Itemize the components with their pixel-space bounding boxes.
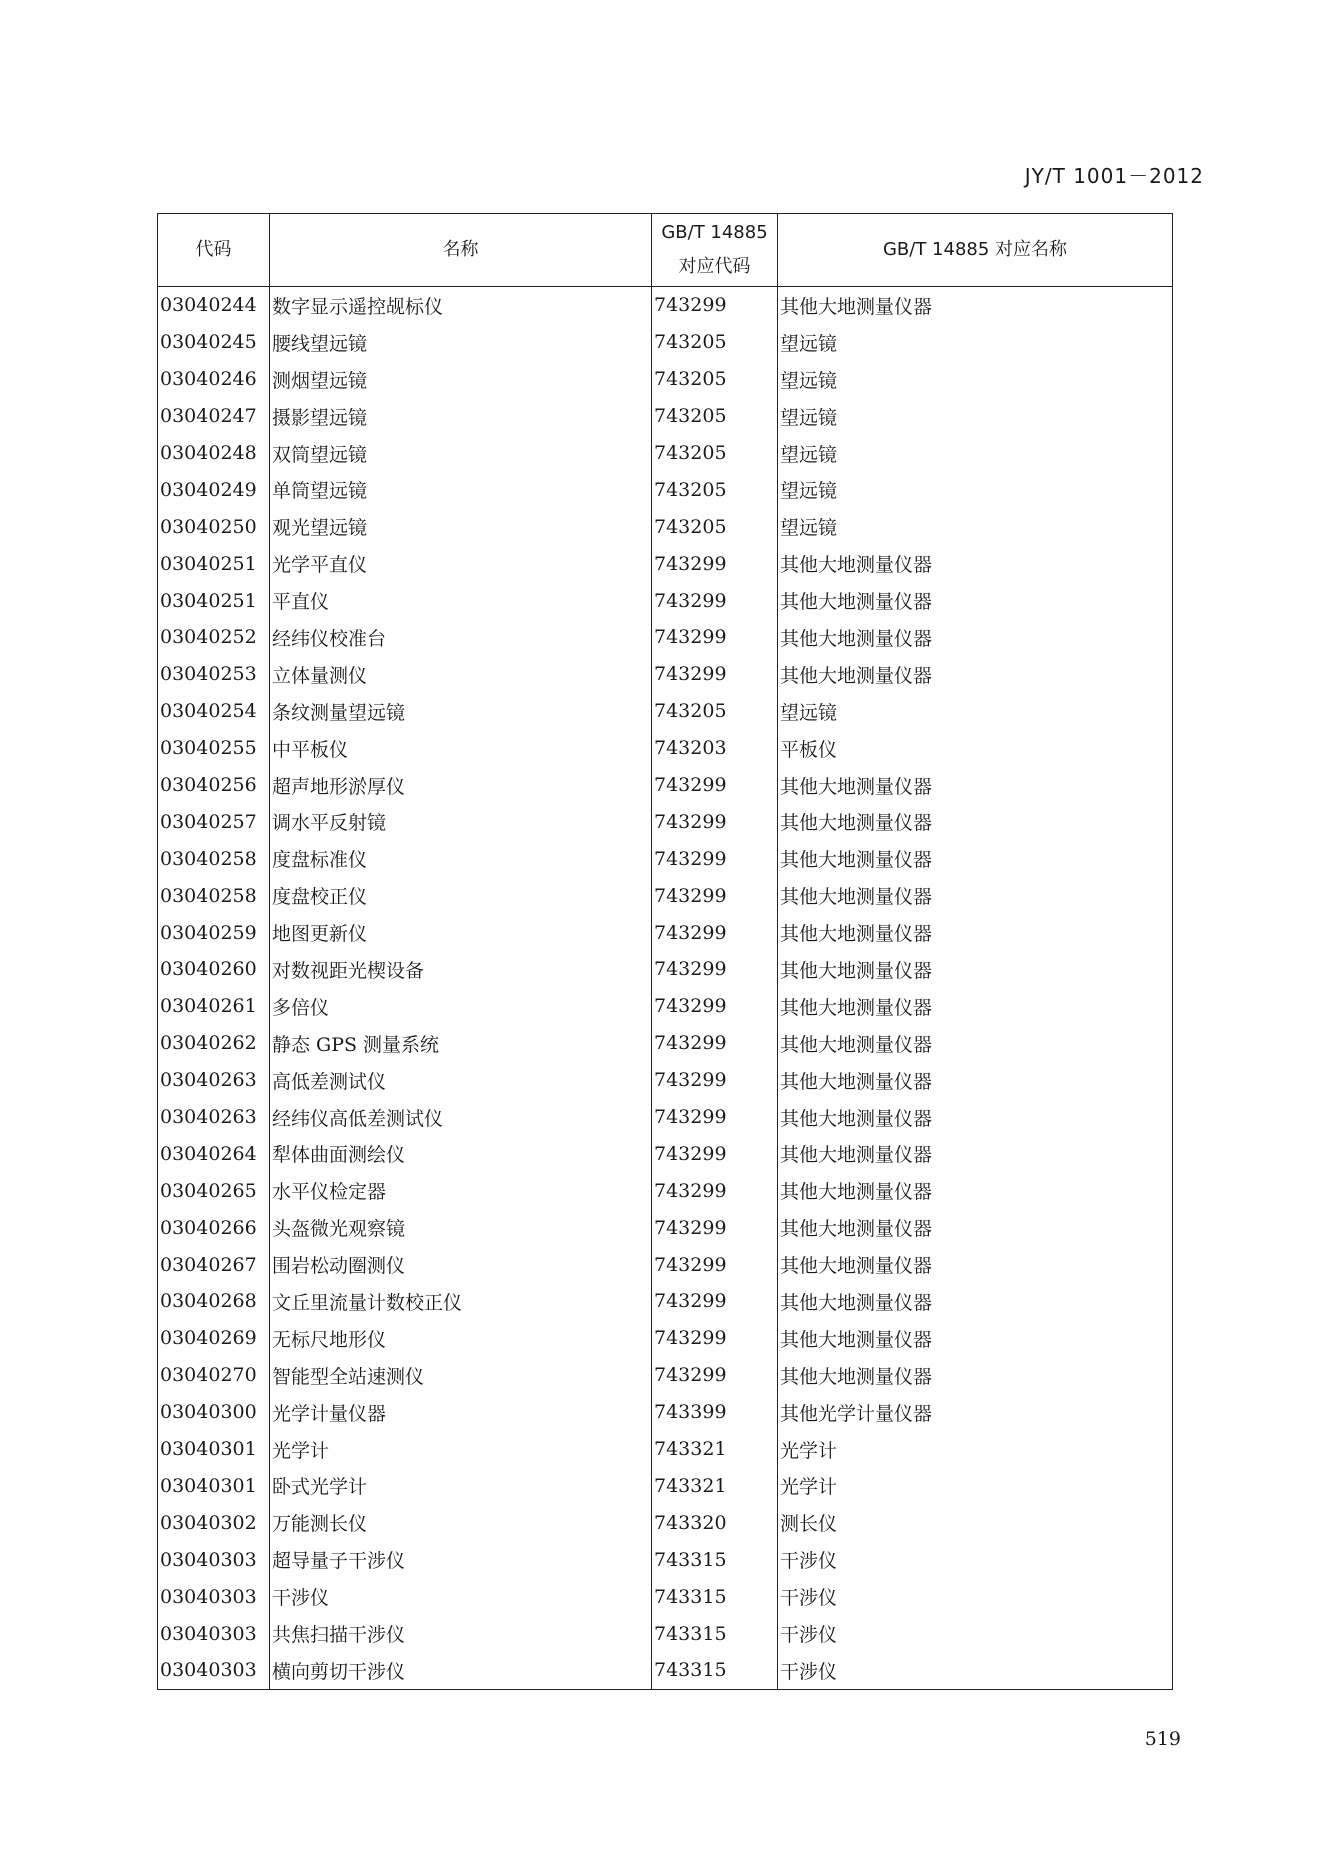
cell-name: 腰线望远镜 xyxy=(270,324,652,361)
table-row xyxy=(158,471,1173,508)
cell-gb-name: 其他大地测量仪器 xyxy=(778,803,1173,840)
table-row xyxy=(158,1652,1173,1689)
cell-name: 干涉仪 xyxy=(270,1578,652,1615)
cell-name: 单筒望远镜 xyxy=(270,471,652,508)
cell-code: 03040302 xyxy=(158,1504,270,1541)
cell-code: 03040301 xyxy=(158,1468,270,1505)
cell-gb-code: 743315 xyxy=(652,1541,778,1578)
cell-gb-code: 743299 xyxy=(652,1062,778,1099)
cell-gb-code: 743299 xyxy=(652,1172,778,1209)
cell-gb-code: 743299 xyxy=(652,988,778,1025)
cell-gb-code: 743299 xyxy=(652,1320,778,1357)
cell-gb-name: 望远镜 xyxy=(778,471,1173,508)
table-row xyxy=(158,1578,1173,1615)
cell-gb-code: 743299 xyxy=(652,1135,778,1172)
table-row xyxy=(158,1172,1173,1209)
cell-gb-name: 望远镜 xyxy=(778,361,1173,398)
cell-gb-code: 743205 xyxy=(652,508,778,545)
table-row xyxy=(158,951,1173,988)
cell-code: 03040259 xyxy=(158,914,270,951)
cell-gb-code: 743205 xyxy=(652,471,778,508)
cell-code: 03040301 xyxy=(158,1431,270,1468)
table-row xyxy=(158,1468,1173,1505)
cell-name: 立体量测仪 xyxy=(270,656,652,693)
cell-code: 03040248 xyxy=(158,435,270,472)
cell-gb-code: 743299 xyxy=(652,914,778,951)
cell-name: 度盘标准仪 xyxy=(270,840,652,877)
cell-gb-name: 其他大地测量仪器 xyxy=(778,951,1173,988)
cell-name: 静态 GPS 测量系统 xyxy=(270,1025,652,1062)
cell-gb-code: 743299 xyxy=(652,656,778,693)
cell-name: 共焦扫描干涉仪 xyxy=(270,1615,652,1652)
cell-code: 03040253 xyxy=(158,656,270,693)
cell-gb-code: 743299 xyxy=(652,582,778,619)
cell-code: 03040266 xyxy=(158,1209,270,1246)
cell-gb-name: 其他大地测量仪器 xyxy=(778,1320,1173,1357)
cell-gb-code: 743203 xyxy=(652,730,778,767)
header-name: 名称 xyxy=(270,214,652,287)
cell-gb-name: 干涉仪 xyxy=(778,1615,1173,1652)
cell-gb-name: 其他大地测量仪器 xyxy=(778,545,1173,582)
cell-gb-code: 743299 xyxy=(652,1357,778,1394)
cell-code: 03040303 xyxy=(158,1615,270,1652)
header-gb-code xyxy=(652,214,778,287)
table-row xyxy=(158,767,1173,804)
cell-name: 光学计量仪器 xyxy=(270,1394,652,1431)
table-row xyxy=(158,287,1173,324)
cell-name: 平直仪 xyxy=(270,582,652,619)
standard-number: JY/T 1001－2012 xyxy=(1024,164,1204,188)
cell-gb-name: 望远镜 xyxy=(778,435,1173,472)
cell-gb-code: 743299 xyxy=(652,1283,778,1320)
table-row xyxy=(158,840,1173,877)
cell-gb-name: 望远镜 xyxy=(778,398,1173,435)
cell-gb-code: 743315 xyxy=(652,1652,778,1689)
cell-code: 03040256 xyxy=(158,767,270,804)
cell-name: 中平板仪 xyxy=(270,730,652,767)
cell-gb-name: 其他大地测量仪器 xyxy=(778,988,1173,1025)
cell-code: 03040267 xyxy=(158,1246,270,1283)
cell-gb-name: 其他大地测量仪器 xyxy=(778,287,1173,324)
cell-gb-code: 743205 xyxy=(652,435,778,472)
cell-name: 度盘校正仪 xyxy=(270,877,652,914)
table-row xyxy=(158,1431,1173,1468)
cell-name: 超声地形淤厚仪 xyxy=(270,767,652,804)
cell-code: 03040303 xyxy=(158,1578,270,1615)
cell-gb-name: 其他大地测量仪器 xyxy=(778,1283,1173,1320)
table-row xyxy=(158,398,1173,435)
cell-code: 03040262 xyxy=(158,1025,270,1062)
cell-code: 03040300 xyxy=(158,1394,270,1431)
cell-gb-name: 望远镜 xyxy=(778,324,1173,361)
cell-code: 03040270 xyxy=(158,1357,270,1394)
cell-name: 智能型全站速测仪 xyxy=(270,1357,652,1394)
cell-code: 03040258 xyxy=(158,840,270,877)
cell-gb-name: 平板仪 xyxy=(778,730,1173,767)
table-row xyxy=(158,988,1173,1025)
table-row xyxy=(158,1025,1173,1062)
cell-gb-name: 其他大地测量仪器 xyxy=(778,767,1173,804)
cell-gb-name: 其他大地测量仪器 xyxy=(778,1172,1173,1209)
table-row xyxy=(158,435,1173,472)
cell-name: 头盔微光观察镜 xyxy=(270,1209,652,1246)
table-row xyxy=(158,545,1173,582)
cell-gb-code: 743205 xyxy=(652,398,778,435)
cell-gb-name: 其他大地测量仪器 xyxy=(778,1025,1173,1062)
cell-code: 03040260 xyxy=(158,951,270,988)
cell-gb-code: 743299 xyxy=(652,1246,778,1283)
cell-code: 03040254 xyxy=(158,693,270,730)
cell-gb-name: 其他大地测量仪器 xyxy=(778,914,1173,951)
cell-gb-name: 干涉仪 xyxy=(778,1541,1173,1578)
cell-gb-name: 其他大地测量仪器 xyxy=(778,1062,1173,1099)
table-row xyxy=(158,1320,1173,1357)
cell-code: 03040251 xyxy=(158,545,270,582)
cell-gb-name: 干涉仪 xyxy=(778,1578,1173,1615)
cell-code: 03040263 xyxy=(158,1099,270,1136)
cell-gb-code: 743299 xyxy=(652,619,778,656)
cell-name: 数字显示遥控觇标仪 xyxy=(270,287,652,324)
cell-name: 对数视距光楔设备 xyxy=(270,951,652,988)
table-row xyxy=(158,877,1173,914)
cell-name: 条纹测量望远镜 xyxy=(270,693,652,730)
table-row xyxy=(158,1246,1173,1283)
cell-name: 水平仪检定器 xyxy=(270,1172,652,1209)
table-row xyxy=(158,1135,1173,1172)
cell-code: 03040252 xyxy=(158,619,270,656)
cell-gb-code: 743299 xyxy=(652,1099,778,1136)
cell-code: 03040303 xyxy=(158,1652,270,1689)
cell-gb-code: 743299 xyxy=(652,803,778,840)
cell-name: 横向剪切干涉仪 xyxy=(270,1652,652,1689)
table-row xyxy=(158,508,1173,545)
cell-gb-code: 743205 xyxy=(652,324,778,361)
cell-name: 超导量子干涉仪 xyxy=(270,1541,652,1578)
cell-name: 经纬仪高低差测试仪 xyxy=(270,1099,652,1136)
cell-gb-name: 测长仪 xyxy=(778,1504,1173,1541)
cell-gb-name: 光学计 xyxy=(778,1431,1173,1468)
table-row xyxy=(158,1394,1173,1431)
cell-code: 03040303 xyxy=(158,1541,270,1578)
cell-gb-name: 其他大地测量仪器 xyxy=(778,877,1173,914)
cell-gb-name: 光学计 xyxy=(778,1468,1173,1505)
cell-code: 03040244 xyxy=(158,287,270,324)
cell-name: 犁体曲面测绘仪 xyxy=(270,1135,652,1172)
cell-code: 03040249 xyxy=(158,471,270,508)
page-number: 519 xyxy=(1144,1728,1181,1750)
table-row xyxy=(158,1062,1173,1099)
cell-gb-name: 其他大地测量仪器 xyxy=(778,656,1173,693)
cell-gb-name: 干涉仪 xyxy=(778,1652,1173,1689)
cell-code: 03040264 xyxy=(158,1135,270,1172)
cell-code: 03040255 xyxy=(158,730,270,767)
cell-name: 万能测长仪 xyxy=(270,1504,652,1541)
cell-name: 卧式光学计 xyxy=(270,1468,652,1505)
cell-code: 03040247 xyxy=(158,398,270,435)
header-gb-code-line2: 对应代码 xyxy=(678,256,751,277)
cell-name: 经纬仪校准台 xyxy=(270,619,652,656)
cell-code: 03040261 xyxy=(158,988,270,1025)
cell-gb-name: 望远镜 xyxy=(778,693,1173,730)
table-row xyxy=(158,1541,1173,1578)
cell-gb-code: 743315 xyxy=(652,1615,778,1652)
table-row xyxy=(158,1099,1173,1136)
cell-gb-code: 743299 xyxy=(652,767,778,804)
cell-gb-name: 其他大地测量仪器 xyxy=(778,1357,1173,1394)
cell-gb-name: 其他大地测量仪器 xyxy=(778,582,1173,619)
cell-gb-code: 743205 xyxy=(652,361,778,398)
cell-name: 无标尺地形仪 xyxy=(270,1320,652,1357)
cell-gb-code: 743299 xyxy=(652,840,778,877)
cell-name: 双筒望远镜 xyxy=(270,435,652,472)
cell-gb-code: 743205 xyxy=(652,693,778,730)
cell-gb-code: 743299 xyxy=(652,877,778,914)
cell-gb-name: 其他光学计量仪器 xyxy=(778,1394,1173,1431)
cell-name: 高低差测试仪 xyxy=(270,1062,652,1099)
table-header-row xyxy=(158,214,1173,287)
cell-code: 03040257 xyxy=(158,803,270,840)
cell-name: 光学平直仪 xyxy=(270,545,652,582)
header-code: 代码 xyxy=(158,214,270,287)
cell-name: 文丘里流量计数校正仪 xyxy=(270,1283,652,1320)
table-row xyxy=(158,1357,1173,1394)
code-mapping-table xyxy=(157,213,1173,1690)
cell-name: 多倍仪 xyxy=(270,988,652,1025)
cell-gb-code: 743299 xyxy=(652,545,778,582)
cell-code: 03040251 xyxy=(158,582,270,619)
cell-gb-name: 其他大地测量仪器 xyxy=(778,840,1173,877)
cell-code: 03040250 xyxy=(158,508,270,545)
table-row xyxy=(158,803,1173,840)
cell-code: 03040245 xyxy=(158,324,270,361)
cell-gb-code: 743321 xyxy=(652,1431,778,1468)
table-row xyxy=(158,730,1173,767)
cell-code: 03040268 xyxy=(158,1283,270,1320)
table-row xyxy=(158,1615,1173,1652)
table-row xyxy=(158,1209,1173,1246)
cell-gb-code: 743299 xyxy=(652,1025,778,1062)
cell-name: 光学计 xyxy=(270,1431,652,1468)
cell-name: 测烟望远镜 xyxy=(270,361,652,398)
cell-gb-code: 743315 xyxy=(652,1578,778,1615)
table-row xyxy=(158,582,1173,619)
table-body xyxy=(158,287,1173,1690)
cell-gb-code: 743299 xyxy=(652,287,778,324)
table-row xyxy=(158,324,1173,361)
cell-gb-name: 其他大地测量仪器 xyxy=(778,1246,1173,1283)
cell-gb-code: 743321 xyxy=(652,1468,778,1505)
table-row xyxy=(158,1504,1173,1541)
cell-code: 03040263 xyxy=(158,1062,270,1099)
cell-code: 03040265 xyxy=(158,1172,270,1209)
cell-gb-name: 望远镜 xyxy=(778,508,1173,545)
cell-gb-name: 其他大地测量仪器 xyxy=(778,1209,1173,1246)
cell-gb-name: 其他大地测量仪器 xyxy=(778,1135,1173,1172)
cell-code: 03040258 xyxy=(158,877,270,914)
table-row xyxy=(158,361,1173,398)
header-gb-code-line1: GB/T 14885 xyxy=(661,222,768,243)
cell-name: 围岩松动圈测仪 xyxy=(270,1246,652,1283)
cell-gb-code: 743299 xyxy=(652,951,778,988)
cell-name: 地图更新仪 xyxy=(270,914,652,951)
table-row xyxy=(158,1283,1173,1320)
table-row xyxy=(158,693,1173,730)
cell-gb-name: 其他大地测量仪器 xyxy=(778,619,1173,656)
table-row xyxy=(158,619,1173,656)
cell-code: 03040269 xyxy=(158,1320,270,1357)
cell-gb-code: 743320 xyxy=(652,1504,778,1541)
table-row xyxy=(158,656,1173,693)
cell-code: 03040246 xyxy=(158,361,270,398)
header-gb-name: GB/T 14885 对应名称 xyxy=(778,214,1173,287)
cell-name: 观光望远镜 xyxy=(270,508,652,545)
cell-gb-code: 743299 xyxy=(652,1209,778,1246)
table-row xyxy=(158,914,1173,951)
cell-gb-code: 743399 xyxy=(652,1394,778,1431)
cell-name: 调水平反射镜 xyxy=(270,803,652,840)
cell-gb-name: 其他大地测量仪器 xyxy=(778,1099,1173,1136)
cell-name: 摄影望远镜 xyxy=(270,398,652,435)
